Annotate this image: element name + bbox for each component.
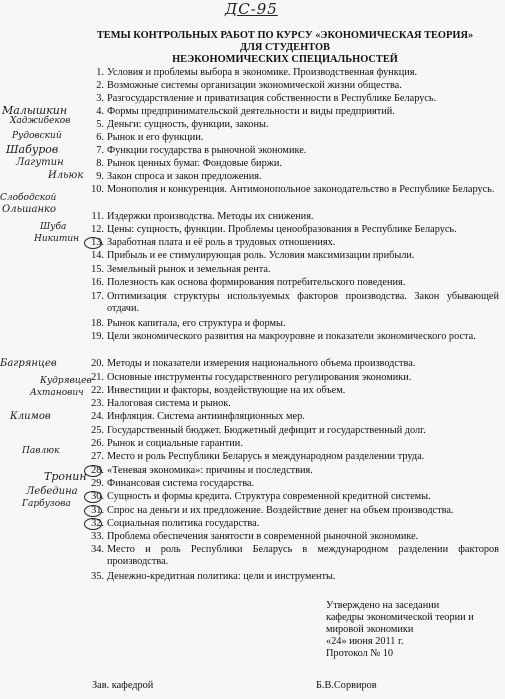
topic-number: 12. — [91, 224, 104, 235]
topic-number: 29. — [91, 478, 104, 489]
topic-text: Проблема обеспечения занятости в современной рыночной экономике. — [107, 531, 419, 542]
topic-text: Место и роль Республики Беларусь в международном разделении факторов производства. — [107, 544, 499, 567]
handwritten-student-name: Рудовский — [12, 131, 62, 141]
topic-number: 35. — [91, 571, 104, 582]
topic-text: Методы и показатели измерения национального объема производства. — [107, 358, 416, 369]
circle-mark — [84, 505, 102, 517]
topic-number: 17. — [91, 291, 104, 302]
topic-number: 33. — [91, 531, 104, 542]
handwritten-student-name: Лебедина — [26, 486, 78, 497]
topic-text: Прибыль и ее стимулирующая роль. Условия максимизации прибыли. — [107, 250, 415, 261]
handwritten-student-name: Хаджибеков — [10, 116, 71, 126]
handwritten-student-name: Лагутин — [16, 157, 64, 168]
approval-protocol: Протокол № 10 — [326, 648, 394, 659]
handwritten-student-name: Тронин — [44, 470, 87, 483]
topic-text: Рынок капитала, его структура и формы. — [107, 318, 286, 329]
topic-text: Формы предпринимательской деятельности и виды предприятий. — [107, 106, 395, 117]
topic-text: Основные инструменты государственного регулирования экономики. — [107, 372, 412, 383]
topic-number: 19. — [91, 331, 104, 342]
topic-number: 23. — [91, 398, 104, 409]
topic-text: Издержки производства. Методы их снижения. — [107, 211, 314, 222]
topic-number: 13. — [91, 237, 104, 248]
circle-mark — [84, 518, 102, 530]
handwritten-stamp: ДС-95 — [225, 0, 278, 18]
topic-number: 16. — [91, 277, 104, 288]
handwritten-student-name: Ольшанко — [2, 204, 57, 215]
topic-number: 25. — [91, 425, 104, 436]
handwritten-student-name: Ильюк — [48, 170, 84, 181]
topic-text: Полезность как основа формирования потребительского поведения. — [107, 277, 406, 288]
topic-text: Оптимизация структуры используемых факторов производства. Закон убывающей отдачи. — [107, 291, 499, 314]
handwritten-student-name: Гарбузова — [22, 499, 71, 509]
topic-number: 20. — [91, 358, 104, 369]
topic-text: Инвестиции и факторы, воздействующие на их объем. — [107, 385, 346, 396]
topic-text: Деньги: сущность, функции, законы. — [107, 119, 269, 130]
approval-date: «24» июня 2011 г. — [326, 636, 404, 647]
topic-text: Цены: сущность, функции. Проблемы ценообразования в Республике Беларусь. — [107, 224, 457, 235]
handwritten-student-name: Шабуров — [6, 143, 59, 156]
topic-number: 8. — [96, 158, 104, 169]
topic-text: Закон спроса и закон предложения. — [107, 171, 262, 182]
topic-text: Условия и проблемы выбора в экономике. Производственная функция. — [107, 67, 418, 78]
circle-mark — [84, 237, 102, 249]
topic-text: Заработная плата и её роль в трудовых отношениях. — [107, 237, 336, 248]
topic-text: Функции государства в рыночной экономике. — [107, 145, 307, 156]
topic-number: 28. — [91, 465, 104, 476]
topic-text: «Теневая экономика»: причины и последствия. — [107, 465, 313, 476]
handwritten-student-name: Ахтанович — [30, 388, 84, 398]
topic-number: 15. — [91, 264, 104, 275]
footer-signatory: Б.В.Сорвиров — [316, 680, 377, 691]
topic-text: Налоговая система и рынок. — [107, 398, 231, 409]
topic-text: Монополия и конкуренция. Антимонопольное законодательство в Республике Беларусь. — [107, 184, 495, 195]
topic-number: 24. — [91, 411, 104, 422]
topic-text: Денежно-кредитная политика: цели и инструменты. — [107, 571, 336, 582]
topic-number: 1. — [96, 67, 104, 78]
approval-line-2: кафедры экономической теории и — [326, 612, 474, 623]
topic-text: Государственный бюджет. Бюджетный дефицит и государственный долг. — [107, 425, 426, 436]
topic-number: 2. — [96, 80, 104, 91]
handwritten-student-name: Павлюк — [22, 446, 60, 456]
circle-mark — [84, 465, 102, 477]
topic-number: 32. — [91, 518, 104, 529]
title-line-3: НЕЭКОНОМИЧЕСКИХ СПЕЦИАЛЬНОСТЕЙ — [172, 54, 398, 65]
topic-number: 14. — [91, 250, 104, 261]
topic-text: Земельный рынок и земельная рента. — [107, 264, 271, 275]
title-line-2: ДЛЯ СТУДЕНТОВ — [240, 42, 330, 53]
topic-number: 18. — [91, 318, 104, 329]
topic-number: 6. — [96, 132, 104, 143]
topic-text: Рынок ценных бумаг. Фондовые биржи. — [107, 158, 282, 169]
topic-text: Социальная политика государства. — [107, 518, 260, 529]
topic-number: 3. — [96, 93, 104, 104]
topic-number: 21. — [91, 372, 104, 383]
topic-text: Рынок и социальные гарантии. — [107, 438, 243, 449]
handwritten-student-name: Слободской — [0, 193, 57, 203]
handwritten-student-name: Шуба — [40, 222, 67, 232]
topic-number: 5. — [96, 119, 104, 130]
topic-number: 27. — [91, 451, 104, 462]
topic-number: 10. — [91, 184, 104, 195]
approval-line-1: Утверждено на заседании — [326, 600, 440, 611]
topic-number: 4. — [96, 106, 104, 117]
topic-number: 11. — [91, 211, 104, 222]
handwritten-student-name: Кудрявцев — [40, 376, 92, 386]
topic-text: Финансовая система государства. — [107, 478, 255, 489]
topic-number: 30. — [91, 491, 104, 502]
topic-text: Спрос на деньги и их предложение. Воздействие денег на объем производства. — [107, 505, 454, 516]
topic-text: Место и роль Республики Беларусь в международном разделении труда. — [107, 451, 425, 462]
topic-text: Рынок и его функции. — [107, 132, 204, 143]
topic-text: Инфляция. Система антиинфляционных мер. — [107, 411, 305, 422]
topic-number: 31. — [91, 505, 104, 516]
circle-mark — [84, 491, 102, 503]
topic-number: 34. — [91, 544, 104, 555]
topic-number: 22. — [91, 385, 104, 396]
approval-block — [326, 600, 496, 660]
title-line-1: ТЕМЫ КОНТРОЛЬНЫХ РАБОТ ПО КУРСУ «ЭКОНОМИЧЕСКАЯ ТЕОРИЯ» — [96, 30, 474, 41]
topic-number: 9. — [96, 171, 104, 182]
handwritten-student-name: Малышкин — [2, 104, 68, 117]
handwritten-student-name: Никитин — [34, 234, 80, 244]
topic-text: Сущность и формы кредита. Структура современной кредитной системы. — [107, 491, 431, 502]
handwritten-student-name: Климов — [10, 411, 51, 422]
approval-line-3: мировой экономики — [326, 624, 414, 635]
footer-position: Зав. кафедрой — [92, 680, 154, 691]
topic-text: Цели экономического развития на макроуровне и показатели экономического роста. — [107, 331, 476, 342]
topic-number: 7. — [96, 145, 104, 156]
topic-text: Возможные системы организации экономической жизни общества. — [107, 80, 402, 91]
topic-number: 26. — [91, 438, 104, 449]
handwritten-student-name: Багрянцев — [0, 358, 57, 369]
topic-text: Разгосударствление и приватизация собственности в Республике Беларусь. — [107, 93, 437, 104]
